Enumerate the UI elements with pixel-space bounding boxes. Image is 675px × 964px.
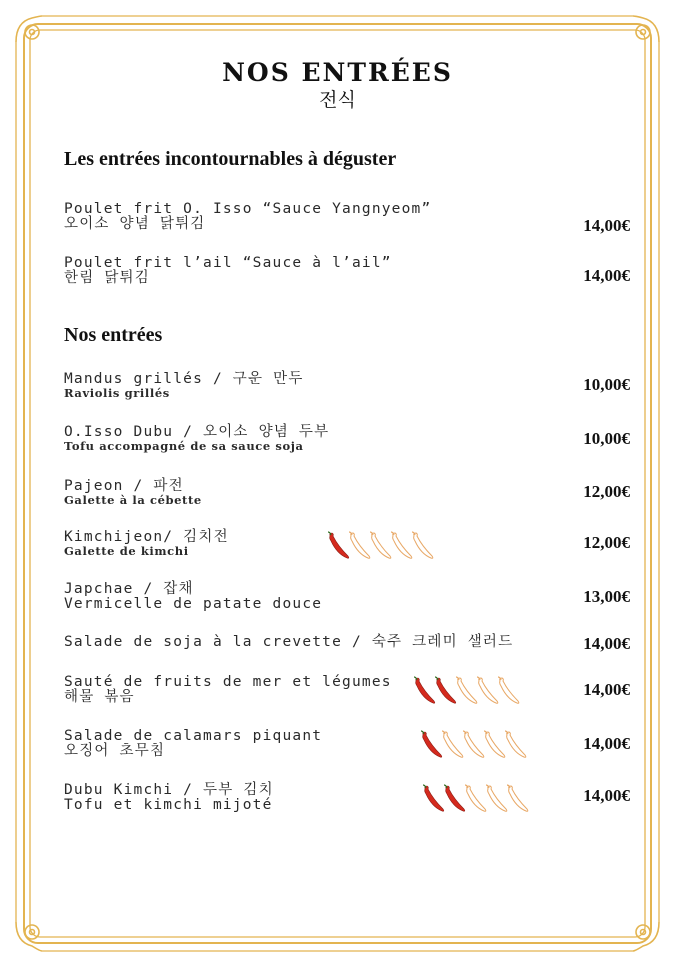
menu-item — [64, 255, 630, 299]
chili-pepper-icon — [484, 731, 505, 757]
menu-item — [64, 728, 630, 772]
item-price: 14,00€ — [583, 734, 630, 753]
menu-item — [64, 634, 630, 678]
menu-item — [64, 478, 630, 522]
chili-pepper-icon — [477, 677, 498, 703]
item-price: 10,00€ — [583, 429, 630, 448]
chili-pepper-icon — [505, 731, 526, 757]
section-title: Nos entrées — [64, 324, 163, 346]
item-subtitle: 오이소 양념 닭튀김 — [64, 216, 206, 232]
menu-item — [64, 424, 630, 468]
item-price: 13,00€ — [583, 587, 630, 606]
item-name: Kimchijeon/ 김치전 — [64, 529, 229, 545]
item-subtitle: Tofu et kimchi mijoté — [64, 797, 273, 813]
item-subtitle: Raviolis grillés — [64, 386, 170, 400]
item-subtitle: Vermicelle de patate douce — [64, 596, 323, 612]
item-name: Pajeon / 파전 — [64, 478, 184, 494]
item-name: Japchae / 잡채 — [64, 581, 194, 597]
item-price: 14,00€ — [583, 216, 630, 235]
spice-rating — [414, 674, 524, 708]
chili-pepper-icon — [412, 532, 433, 558]
chili-pepper-icon — [421, 731, 442, 757]
item-subtitle: Galette à la cébette — [64, 493, 202, 507]
item-price: 12,00€ — [583, 533, 630, 552]
menu-item — [64, 371, 630, 415]
chili-pepper-icon — [444, 785, 465, 811]
item-subtitle: Tofu accompagné de sa sauce soja — [64, 439, 304, 453]
item-subtitle: Galette de kimchi — [64, 544, 189, 558]
chili-pepper-icon — [507, 785, 528, 811]
chili-pepper-icon — [391, 532, 412, 558]
item-name: O.Isso Dubu / 오이소 양념 두부 — [64, 424, 330, 440]
page-title: NOS ENTRÉES — [222, 58, 453, 87]
menu-item — [64, 674, 630, 718]
item-name: Salade de soja à la crevette / 숙주 크레미 샐러드 — [64, 634, 514, 650]
item-price: 10,00€ — [583, 375, 630, 394]
chili-pepper-icon — [370, 532, 391, 558]
item-price: 14,00€ — [583, 786, 630, 805]
item-name: Dubu Kimchi / 두부 김치 — [64, 782, 274, 798]
item-price: 12,00€ — [583, 482, 630, 501]
menu-item — [64, 782, 630, 826]
menu-item — [64, 581, 630, 625]
chili-pepper-icon — [486, 785, 507, 811]
item-price: 14,00€ — [583, 634, 630, 653]
menu-item — [64, 529, 630, 573]
item-name: Mandus grillés / 구운 만두 — [64, 371, 304, 387]
chili-pepper-icon — [465, 785, 486, 811]
spice-rating — [328, 529, 438, 563]
section-title: Les entrées incontournables à déguster — [64, 148, 397, 170]
page-subtitle: 전식 — [319, 89, 356, 111]
chili-pepper-icon — [328, 532, 349, 558]
chili-pepper-icon — [498, 677, 519, 703]
chili-pepper-icon — [349, 532, 370, 558]
item-subtitle: 오징어 초무침 — [64, 743, 166, 759]
item-subtitle: 해물 볶음 — [64, 689, 135, 705]
item-name: Poulet frit l’ail “Sauce à l’ail” — [64, 255, 392, 271]
chili-pepper-icon — [414, 677, 435, 703]
spice-rating — [423, 782, 533, 816]
item-name: Salade de calamars piquant — [64, 728, 323, 744]
chili-pepper-icon — [463, 731, 484, 757]
item-name: Poulet frit O. Isso “Sauce Yangnyeom” — [64, 201, 432, 217]
item-price: 14,00€ — [583, 680, 630, 699]
chili-pepper-icon — [435, 677, 456, 703]
item-subtitle: 한림 닭튀김 — [64, 270, 150, 286]
spice-rating — [421, 728, 531, 762]
item-price: 14,00€ — [583, 266, 630, 285]
chili-pepper-icon — [456, 677, 477, 703]
chili-pepper-icon — [442, 731, 463, 757]
chili-pepper-icon — [423, 785, 444, 811]
menu-item — [64, 201, 630, 245]
item-name: Sauté de fruits de mer et légumes — [64, 674, 392, 690]
